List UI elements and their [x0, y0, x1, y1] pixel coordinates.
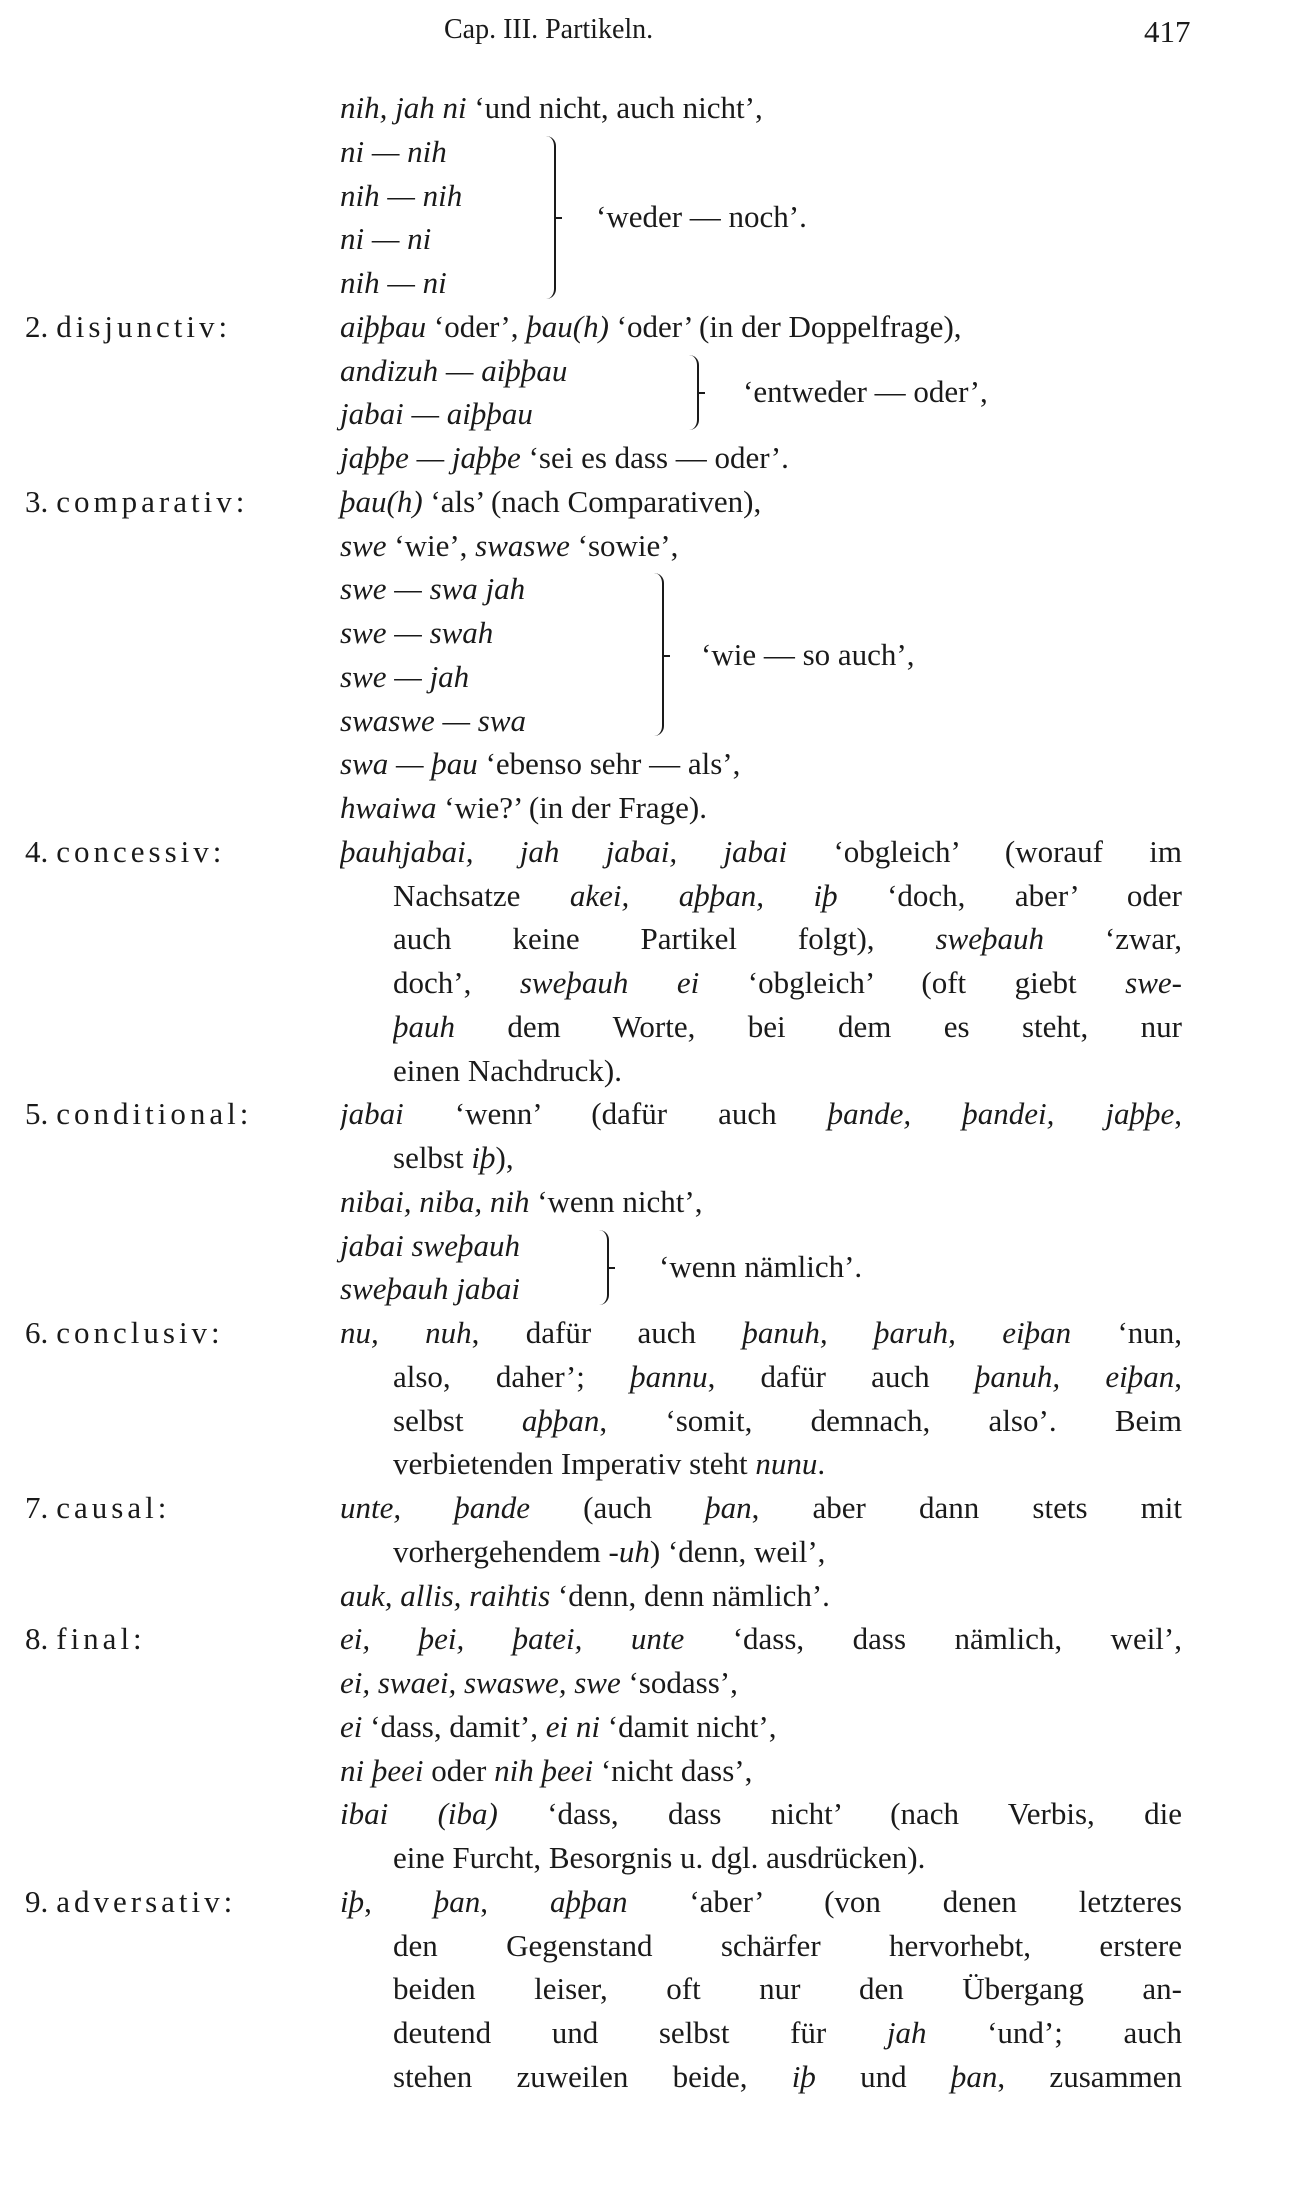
text-run: , — [364, 1883, 434, 1919]
text-run: ‘als’ (nach Comparativen), — [422, 483, 762, 519]
text-run: auch keine Partikel folgt), — [393, 921, 936, 957]
text-run: ‘oder’ (in der Doppelfrage), — [608, 308, 962, 344]
bracket-term-line — [340, 130, 447, 174]
section-name: concessiv: — [56, 833, 226, 869]
gothic-term: ibai (iba) — [340, 1796, 498, 1832]
text-run: doch’, — [393, 965, 520, 1000]
section-name: causal: — [56, 1490, 171, 1525]
text-line — [340, 1180, 702, 1224]
text-line — [340, 305, 962, 349]
curly-brace — [597, 1230, 609, 1306]
text-line — [340, 1880, 1182, 1924]
text-run: ‘wie’, — [386, 527, 476, 563]
gothic-term: unte, þande — [340, 1490, 531, 1525]
bracket-term-line — [340, 392, 533, 436]
text-run: eine Furcht, Besorgnis u. dgl. ausdrücken). — [393, 1840, 926, 1875]
text-line — [393, 1924, 1182, 1968]
section-number: 2. — [25, 308, 49, 344]
text-line — [340, 1574, 830, 1618]
bracket-term-line — [340, 174, 462, 218]
text-run: ), — [495, 1140, 514, 1175]
bracket-term: swaswe — swa — [340, 702, 527, 738]
section-label — [25, 830, 225, 874]
text-run: ‘dass, dass nämlich, weil’, — [684, 1621, 1182, 1657]
text-run: verbietenden Imperativ steht — [393, 1446, 756, 1482]
gothic-term: swa — þau — [340, 746, 478, 782]
gothic-term: nibai, niba, nih — [340, 1183, 530, 1219]
text-line — [340, 1617, 1182, 1661]
section-label — [25, 1880, 236, 1924]
bracket-term: swe — swah — [340, 615, 494, 650]
text-run: Nachsatze — [393, 877, 570, 913]
gothic-term: swe — [340, 527, 387, 563]
text-line — [393, 1836, 925, 1880]
text-run: selbst — [393, 1140, 472, 1175]
text-run: ‘und nicht, auch nicht’, — [466, 90, 763, 125]
text-run: , zusammen — [997, 2058, 1182, 2094]
text-line — [393, 1442, 825, 1486]
text-run: ‘oder’, — [426, 308, 527, 344]
text-run: ‘wenn nicht’, — [529, 1183, 703, 1219]
section-number: 6. — [25, 1315, 49, 1350]
text-run: und — [815, 2058, 951, 2094]
bracket-term-line — [340, 261, 447, 305]
running-header: Cap. III. Partikeln. — [444, 14, 654, 45]
section-name: conditional: — [56, 1096, 253, 1132]
text-run: ‘ebenso sehr — als’, — [477, 746, 741, 782]
text-line — [393, 2055, 1182, 2099]
text-run: ‘dass, damit’, — [362, 1708, 546, 1744]
text-run: (auch — [530, 1490, 706, 1525]
text-run: ‘nicht dass’, — [593, 1752, 753, 1788]
text-run: ‘nun, — [1071, 1315, 1182, 1350]
gothic-term: iþ — [791, 2058, 816, 2094]
gothic-term: aþþan — [521, 1402, 600, 1438]
text-run: , aber dann stets mit — [751, 1490, 1182, 1525]
text-line — [393, 1005, 1182, 1049]
text-run: ‘denn, denn nämlich’. — [550, 1577, 830, 1613]
gothic-term: aiþþau — [340, 308, 427, 344]
gothic-term: nih þeei — [494, 1752, 594, 1788]
bracket-term: sweþauh jabai — [340, 1271, 520, 1307]
text-run: ‘dass, dass nicht’ (nach Verbis, die — [497, 1796, 1182, 1832]
gothic-term: ei — [340, 1708, 363, 1744]
bracket-term: swe — swa jah — [340, 571, 526, 607]
text-line — [393, 1355, 1182, 1399]
gothic-term: nu, nuh — [340, 1315, 472, 1350]
bracket-term: jabai sweþauh — [340, 1227, 520, 1263]
text-run: ‘wie?’ (in der Frage). — [436, 790, 708, 825]
text-line — [393, 917, 1182, 961]
gothic-term: jabai — [340, 1096, 404, 1132]
gothic-term: nunu — [755, 1446, 818, 1482]
text-run: ‘wenn’ (dafür auch — [403, 1096, 828, 1132]
text-run: einen Nachdruck). — [393, 1052, 622, 1088]
text-run: beiden leiser, oft nur den Übergang an- — [393, 1971, 1182, 2007]
text-line — [340, 1311, 1182, 1355]
gothic-term: iþ — [340, 1883, 365, 1919]
gothic-term: -uh — [608, 1533, 650, 1569]
text-line — [340, 436, 789, 480]
gothic-term: þauhjabai, jah jabai, jabai — [340, 833, 788, 869]
section-name: conclusiv: — [56, 1315, 224, 1350]
text-run: oder — [423, 1752, 495, 1788]
gothic-term: ei ni — [545, 1708, 601, 1744]
section-label — [25, 480, 248, 524]
gothic-term: þanuh, þaruh, eiþan — [742, 1315, 1072, 1350]
gothic-term: þanuh, eiþan — [974, 1358, 1175, 1394]
bracket-gloss: ‘entweder — oder’, — [743, 374, 988, 410]
text-line — [340, 1705, 777, 1749]
bracket-gloss: ‘wie — so auch’, — [701, 636, 915, 672]
bracket-term-line — [340, 611, 493, 655]
text-line — [340, 742, 740, 786]
page-number: 417 — [1144, 14, 1191, 49]
bracket-term-line — [340, 349, 567, 393]
text-run: ‘sodass’, — [620, 1665, 738, 1700]
section-label — [25, 1486, 170, 1530]
bracket-term-line — [340, 567, 525, 611]
section-number: 7. — [25, 1490, 49, 1525]
section-label — [25, 1092, 252, 1136]
curly-brace — [687, 355, 699, 431]
text-run: ‘doch, aber’ oder — [837, 877, 1182, 913]
text-line — [340, 1792, 1182, 1836]
text-run: deutend und selbst für — [393, 2015, 887, 2050]
gothic-term: auk, allis, raihtis — [340, 1577, 551, 1613]
section-label — [25, 305, 231, 349]
section-number: 4. — [25, 833, 49, 869]
text-run: ‘zwar, — [1043, 921, 1182, 957]
text-run: den Gegenstand schärfer hervorhebt, erstere — [393, 1927, 1182, 1963]
text-line — [340, 1749, 752, 1793]
text-run: , — [480, 1883, 550, 1919]
text-line — [340, 830, 1182, 874]
gothic-term: swaswe — [475, 527, 570, 563]
text-line — [393, 1530, 825, 1574]
bracket-term-line — [340, 1224, 520, 1268]
text-run: , — [1174, 1096, 1182, 1132]
gothic-term: þan — [433, 1883, 481, 1919]
bracket-term: nih — ni — [340, 265, 447, 300]
section-label — [25, 1311, 224, 1355]
text-run: ‘aber’ (von denen letzteres — [627, 1883, 1182, 1919]
text-line — [340, 524, 678, 568]
text-run: ‘damit nicht’, — [600, 1708, 777, 1744]
bracket-term: nih — nih — [340, 177, 463, 213]
text-line — [393, 961, 1182, 1005]
gothic-term: þau(h) — [340, 483, 423, 519]
gothic-term: ei, þei, þatei, unte — [340, 1621, 685, 1657]
bracket-term: swe — jah — [340, 658, 470, 694]
text-run: vorhergehendem — [393, 1533, 609, 1569]
section-name: disjunctiv: — [56, 308, 232, 344]
text-run: dem Worte, bei dem es steht, nur — [455, 1008, 1182, 1044]
text-run: , ‘somit, demnach, also’. Beim — [599, 1402, 1182, 1438]
gothic-term: akei, aþþan, iþ — [569, 877, 838, 913]
gothic-term: þau(h) — [526, 308, 609, 344]
section-label — [25, 1617, 146, 1661]
text-line — [393, 874, 1182, 918]
gothic-term: hwaiwa — [340, 790, 437, 825]
bracket-term: jabai — aiþþau — [340, 396, 533, 432]
text-line — [340, 1661, 738, 1705]
bracket-term-line — [340, 1267, 520, 1311]
section-number: 5. — [25, 1096, 49, 1132]
bracket-term-line — [340, 699, 526, 743]
gothic-term: þannu — [630, 1358, 708, 1394]
text-run: ‘und’; auch — [926, 2015, 1182, 2050]
text-line — [393, 1049, 622, 1093]
text-run: stehen zuweilen beide, — [393, 2058, 792, 2094]
gothic-term: þauh — [393, 1008, 455, 1044]
gothic-term: jaþþe — jaþþe — [340, 440, 521, 475]
gothic-term: aþþan — [549, 1883, 628, 1919]
gothic-term: þan — [950, 2058, 998, 2094]
curly-brace — [544, 136, 556, 299]
text-line — [340, 86, 763, 130]
gothic-term: þande, þandei, jaþþe — [827, 1096, 1175, 1132]
text-line — [393, 1967, 1182, 2011]
bracket-gloss: ‘wenn nämlich’. — [659, 1249, 863, 1285]
text-run: , — [1174, 1358, 1182, 1394]
gothic-term: sweþauh — [935, 921, 1044, 957]
text-line — [393, 1136, 514, 1180]
bracket-term-line — [340, 217, 431, 261]
text-run: ‘obgleich’ (worauf im — [787, 833, 1182, 869]
bracket-term: andizuh — aiþþau — [340, 352, 568, 388]
text-line — [340, 1092, 1182, 1136]
gothic-term: þan — [705, 1490, 752, 1525]
section-number: 8. — [25, 1621, 49, 1657]
text-line — [340, 1486, 1182, 1530]
gothic-term: iþ — [471, 1140, 496, 1175]
text-run: , dafür auch — [707, 1358, 975, 1394]
section-number: 3. — [25, 483, 49, 519]
bracket-term: ni — ni — [340, 221, 432, 257]
bracket-term-line — [340, 655, 469, 699]
bracket-term: ni — nih — [340, 133, 447, 169]
gothic-term: nih, jah ni — [340, 90, 467, 125]
text-run: ‘sowie’, — [569, 527, 679, 563]
section-number: 9. — [25, 1883, 49, 1919]
text-run: , dafür auch — [471, 1315, 743, 1350]
gothic-term: ni þeei — [340, 1752, 424, 1788]
text-run: ‘obgleich’ (oft giebt — [699, 965, 1126, 1000]
bracket-gloss: ‘weder — noch’. — [596, 199, 807, 235]
section-name: adversativ: — [56, 1883, 237, 1919]
gothic-term: sweþauh ei — [519, 965, 700, 1000]
gothic-term: jah — [886, 2015, 927, 2050]
text-run: ) ‘denn, weil’, — [649, 1533, 826, 1569]
text-run: selbst — [393, 1402, 522, 1438]
text-line — [393, 2011, 1182, 2055]
text-line — [340, 480, 761, 524]
section-name: comparativ: — [56, 483, 249, 519]
text-run: . — [817, 1446, 826, 1482]
text-run: ‘sei es dass — oder’. — [520, 440, 789, 475]
curly-brace — [652, 573, 664, 736]
text-line — [393, 1399, 1182, 1443]
section-name: final: — [56, 1621, 146, 1657]
gothic-term: swe- — [1125, 965, 1182, 1000]
gothic-term: ei, swaei, swaswe, swe — [340, 1665, 621, 1700]
text-line — [340, 786, 707, 830]
text-run: also, daher’; — [393, 1358, 631, 1394]
